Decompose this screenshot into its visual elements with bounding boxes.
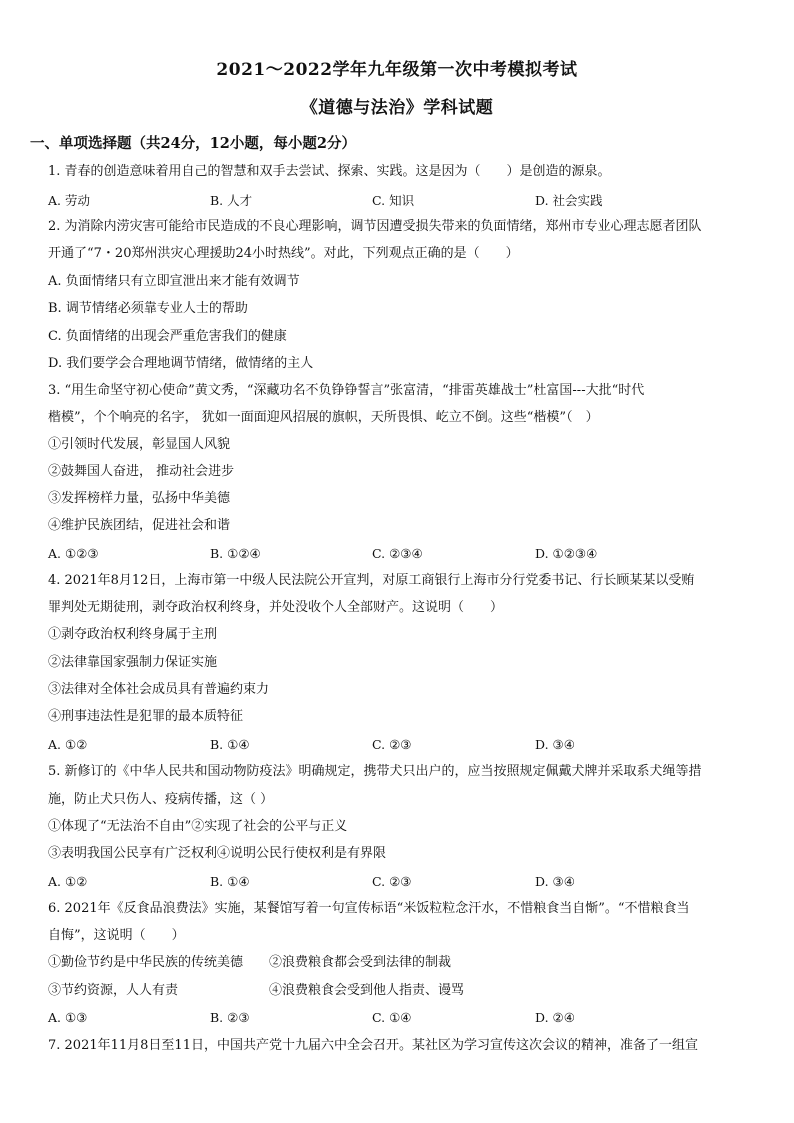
- question-6-statements-2: ③节约资源，人人有责 ④浪费粮食会受到他人指责、谩骂: [48, 983, 465, 998]
- question-4-statement-1: ①剥夺政治权利终身属于主刑: [48, 627, 218, 642]
- question-5-text: 5. 新修订的《中华人民共和国动物防疫法》明确规定，携带犬只出户的，应当按照规定佩戴犬牌并采取系犬绳等措: [48, 764, 702, 779]
- question-6-text-cont: 自悔”，这说明（ ）: [48, 928, 185, 943]
- option-a: A. ①②: [48, 874, 88, 889]
- question-3-statement-2: ②鼓舞国人奋进， 推动社会进步: [48, 464, 235, 479]
- option-d: D. 社会实践: [535, 193, 603, 208]
- option-d: D. ③④: [535, 874, 575, 889]
- option-a: A. ①②③: [48, 546, 99, 561]
- question-5-options: [48, 874, 768, 890]
- exam-subject-title: 《道德与法治》学科试题: [300, 98, 494, 118]
- question-2-option-a: A. 负面情绪只有立即宣泄出来才能有效调节: [48, 274, 300, 289]
- option-c: C. ②③: [372, 874, 412, 889]
- question-4-statement-4: ④刑事违法性是犯罪的最本质特征: [48, 709, 244, 724]
- option-b: B. ①④: [210, 737, 250, 752]
- question-2-text-cont: 开通了“7・20郑州洪灾心理援助24小时热线”。对此，下列观点正确的是（ ）: [48, 246, 519, 261]
- option-c: C. ②③: [372, 737, 412, 752]
- question-3-statement-1: ①引领时代发展，彰显国人风貌: [48, 437, 231, 452]
- option-a: A. ①②: [48, 737, 88, 752]
- section-heading: 一、单项选择题（共24分，12小题，每小题2分）: [30, 135, 356, 152]
- exam-title: 2021～2022学年九年级第一次中考模拟考试: [216, 60, 578, 80]
- question-3-options: [48, 546, 768, 562]
- question-2-option-b: B. 调节情绪必须靠专业人士的帮助: [48, 301, 248, 316]
- question-4-text: 4. 2021年8月12日，上海市第一中级人民法院公开宣判，对原工商银行上海市分行党委书记、行长顾某某以受贿: [48, 573, 695, 588]
- question-6-statements-1: ①勤俭节约是中华民族的传统美德 ②浪费粮食都会受到法律的制裁: [48, 955, 452, 970]
- question-5-text-cont: 施，防止犬只伤人、疫病传播，这（ ）: [48, 792, 274, 807]
- question-6-options: [48, 1010, 768, 1026]
- option-a: A. ①③: [48, 1010, 88, 1025]
- question-3-statement-3: ③发挥榜样力量，弘扬中华美德: [48, 491, 231, 506]
- question-4-text-cont: 罪判处无期徒刑，剥夺政治权利终身，并处没收个人全部财产。这说明（ ）: [48, 600, 504, 615]
- option-d: D. ②④: [535, 1010, 575, 1025]
- question-6-text: 6. 2021年《反食品浪费法》实施，某餐馆写着一句宣传标语“米饭粒粒念汗水，不惜粮食当自惭”。“不惜粮食当: [48, 901, 690, 916]
- question-2-text: 2. 为消除内涝灾害可能给市民造成的不良心理影响，调节因遭受损失带来的负面情绪，郑州市专业心理志愿者团队: [48, 219, 702, 234]
- question-4-statement-3: ③法律对全体社会成员具有普遍约束力: [48, 682, 270, 697]
- question-4-statement-2: ②法律靠国家强制力保证实施: [48, 655, 218, 670]
- question-5-statements-2: ③表明我国公民享有广泛权利④说明公民行使权利是有界限: [48, 846, 387, 861]
- question-2-option-c: C. 负面情绪的出现会严重危害我们的健康: [48, 329, 287, 344]
- option-a: A. 劳动: [48, 193, 90, 208]
- option-c: C. ①④: [372, 1010, 412, 1025]
- question-4-options: [48, 737, 768, 753]
- question-5-statements-1: ①体现了“无法治不自由”②实现了社会的公平与正义: [48, 819, 348, 834]
- question-2-option-d: D. 我们要学会合理地调节情绪，做情绪的主人: [48, 356, 314, 371]
- option-b: B. 人才: [210, 193, 253, 208]
- option-c: C. ②③④: [372, 546, 423, 561]
- question-3-text-cont: 楷模”，个个响亮的名字， 犹如一面面迎风招展的旗帜，天所畏惧、屹立不倒。这些“楷模”（ ）: [48, 410, 599, 425]
- question-3-statement-4: ④维护民族团结，促进社会和谐: [48, 518, 231, 533]
- option-c: C. 知识: [372, 193, 415, 208]
- question-7-text: 7. 2021年11月8日至11日，中国共产党十九届六中全会召开。某社区为学习宣传这次会议的精神，准备了一组宣: [48, 1038, 698, 1053]
- question-3-text: 3. “用生命坚守初心使命”黄文秀，“深藏功名不负铮铮誓言”张富清，“排雷英雄战士”杜富国---大批“时代: [48, 383, 645, 398]
- option-d: D. ①②③④: [535, 546, 598, 561]
- option-b: B. ②③: [210, 1010, 250, 1025]
- option-d: D. ③④: [535, 737, 575, 752]
- option-b: B. ①②④: [210, 546, 261, 561]
- question-1-options: [48, 191, 768, 207]
- question-1-text: 1. 青春的创造意味着用自己的智慧和双手去尝试、探索、实践。这是因为（ ）是创造的源泉。: [48, 164, 611, 179]
- option-b: B. ①④: [210, 874, 250, 889]
